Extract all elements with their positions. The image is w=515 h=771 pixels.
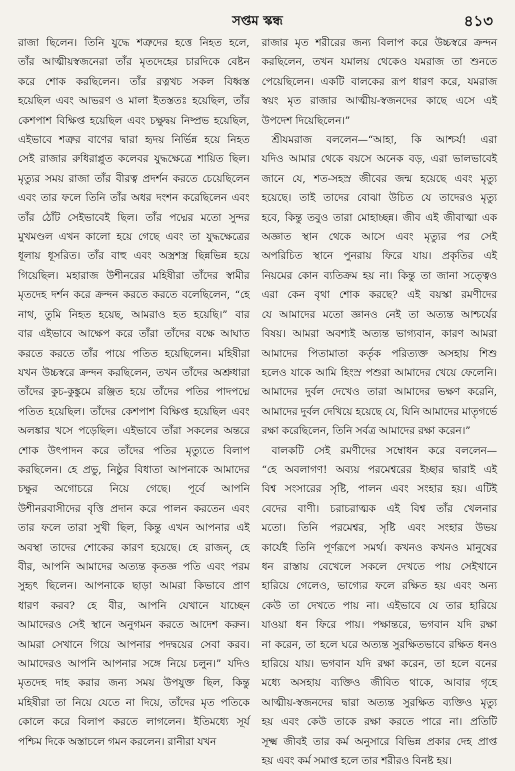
- text-line: ধূলায় ধূসরিত। তাঁর বাহু এবং অস্ত্রশস্ত্র ছিন্নভিন্ন হয়ে: [18, 250, 250, 263]
- text-line: উপদেশ দিয়েছিলেন।”: [261, 114, 351, 127]
- text-line: মৃত্যুর সময় রাজা তাঁর বীরত্ব প্রদর্শন করতে চেয়েছিলেন: [18, 172, 250, 185]
- text-line: সেই রাজার রুধিরাপ্লুত কলেবর যুদ্ধক্ষেত্রে শায়িত ছিল।: [18, 153, 250, 166]
- text-line: মুখমণ্ডল এখন কালো হয়ে গেছে এবং তা যুদ্ধক্ষেত্রের: [18, 231, 250, 244]
- text-line: শ্রীযমরাজ বললেন—“আহা, কি আশ্চর্য! এরা: [271, 134, 497, 147]
- text-line: না করেন, তা হলে ঘরে অত্যন্ত সুরক্ষিতভাবে রক্ষিত ধনও: [261, 638, 497, 651]
- text-line: যে আমাদের মতো জ্ঞানও নেই তা অত্যন্ত আশ্চর্যের: [261, 308, 497, 321]
- text-line: তাঁর আত্মীয়স্বজনেরা তাঁর মৃতদেহের চারদিকে বেষ্টন: [18, 56, 250, 69]
- text-line: স্বয়ং মৃত রাজার আত্মীয়-স্বজনদের কাছে এসে এই: [261, 95, 497, 108]
- text-line: তার ফলে তারা সুখী ছিল, কিন্তু এখন আপনার এই: [18, 522, 250, 535]
- text-line: বেদের বাণী। চরাচরাত্মক এই বিশ্ব তাঁর খেলনার: [261, 502, 497, 515]
- text-line: আমাদের পিতামাতা কর্তৃক পরিত্যক্ত অসহায় শিশু: [261, 347, 497, 360]
- text-line: আমাদের দুর্বল দেখিয়ে হয়েছে যে, যিনি আমাদের মাতৃগর্ভে: [261, 405, 497, 418]
- text-line: মৃতদেহ দাহ করার জন্য সময় উপযুক্ত ছিল, কিন্তু: [18, 677, 250, 690]
- text-line: কার্যেই তিনি পূর্ণরূপে সমর্থ। কখনও কখনও মানুষের: [261, 541, 497, 554]
- right-column: [261, 34, 497, 768]
- text-line: পতিত হয়েছিল। তাঁদের কেশপাশ বিক্ষিপ্ত হয়েছিল এবং: [18, 405, 250, 418]
- text-line: আমাদেরও আপনি আপনার সঙ্গে নিয়ে চলুন।” যদিও: [18, 658, 250, 670]
- text-line: মধ্যে অসহায় ব্যক্তিও জীবিত থাকে, আবার গৃহে: [261, 677, 497, 690]
- text-line: সুহৃৎ ছিলেন। আপনাকে ছাড়া আমরা কিভাবে প্রাণ: [18, 580, 250, 593]
- text-line: ধারণ করব? হে বীর, আপনি যেখানে যাচ্ছেন: [18, 599, 250, 612]
- text-line: কেশপাশ বিক্ষিপ্ত হয়েছিল এবং চক্ষুদ্বয় নিষ্প্রভ হয়েছিল,: [18, 114, 250, 127]
- text-line: এইভাবে শত্রুর বাণের দ্বারা হৃদয় নির্ভিন্ন হয়ে নিহত: [18, 134, 250, 147]
- text-line: “হে অবলাগণ! অব্যয় পরমেশ্বরের ইচ্ছার দ্বারাই এই: [261, 463, 497, 476]
- text-line: হারিয়ে গেলেও, ভাগ্যের ফলে রক্ষিত হয় এবং অন্য: [261, 580, 497, 593]
- text-line: অপরিচিত স্থানে পুনরায় ফিরে যায়। প্রকৃতির এই: [261, 250, 497, 263]
- text-line: যাওয়া ধন ফিরে পায়। পক্ষান্তরে, ভগবান যদি রক্ষা: [261, 619, 497, 632]
- text-columns: [18, 34, 497, 768]
- text-line: উশীনরবাসীদের বৃত্তি প্রদান করে পালন করতেন এবং: [18, 502, 250, 515]
- text-line: কোলে করে বিলাপ করতে লাগলেন। ইতিমধ্যে সূর্য: [18, 716, 250, 729]
- text-line: যদিও আমার থেকে বয়সে অনেক বড়, এরা ভালভাবেই: [261, 153, 497, 166]
- left-column: [18, 34, 250, 748]
- text-line: যখন উচ্চস্বরে ক্রন্দন করছিলেন, তখন তাঁদের অশ্রুধারা: [18, 366, 250, 379]
- text-line: মহিষীরা তা নিয়ে যেতে না দিয়ে, তাঁদের মৃত পতিকে: [18, 696, 250, 709]
- text-line: কেউ তা দেখতে পায় না। এইভাবে যে তার হারিয়ে: [261, 599, 497, 612]
- text-line: আমাদের দুর্বল দেখেও তারা আমাদের ভক্ষণ করেনি,: [261, 386, 497, 399]
- text-line: নাথ, তুমি নিহত হয়েছ, আমরাও হত হয়েছি।” বার: [18, 308, 250, 321]
- text-line: আমরা সেখানে গিয়ে আপনার পদদ্বয়ের সেবা করব।: [18, 638, 250, 651]
- text-line: তাঁদের কুচ-কুঙ্কুমে রঞ্জিত হয়ে তাঁদের পতির পাদপদ্মে: [18, 386, 250, 399]
- text-line: বিশ্ব সংসারের সৃষ্টি, পালন এবং সংহার হয়। এটিই: [261, 483, 497, 496]
- text-line: মৃতদেহ দর্শন করে ক্রন্দন করতে করতে বলেছিলেন, “হে: [18, 289, 250, 302]
- text-line: বার এইভাবে আক্ষেপ করে তাঁরা তাঁদের বক্ষে আঘাত: [18, 328, 250, 341]
- text-line: আত্মীয়-স্বজনদের দ্বারা অত্যন্ত সুরক্ষিত ব্যক্তিও মৃত্যু: [261, 696, 497, 709]
- page-number: ৪১৩: [463, 12, 493, 30]
- text-line: তাঁর ঠোঁট সেইভাবেই ছিল। তাঁর পদ্মের মতো সুন্দর: [18, 211, 250, 224]
- text-line: মতো। তিনি পরমেশ্বর, সৃষ্টি এবং সংহার উভয়: [261, 522, 497, 535]
- text-line: বিষয়। আমরা অবশ্যই অত্যন্ত ভাগ্যবান, কারণ আমরা: [261, 328, 497, 341]
- text-line: হলেও যাকে আমি হিংস্র পশুরা আমাদের খেয়ে ফেলেনি।: [261, 366, 497, 379]
- text-line: হয় এবং কেউ তাকে রক্ষা করতে পারে না। প্রতিটি: [261, 716, 497, 729]
- text-line: অজ্ঞাত স্থান থেকে আসে এবং মৃত্যুর পর সেই: [261, 231, 497, 244]
- text-line: রক্ষা করেছিলেন, তিনি সর্বত্র আমাদের রক্ষা করেন।”: [261, 425, 471, 438]
- text-line: হয়েছে। তাই তাদের বোঝা উচিত যে তাদেরও মৃত্যু: [261, 192, 497, 205]
- text-line: জানে যে, শত-সহস্র জীবের জন্ম হয়েছে এবং মৃত্যু: [261, 172, 497, 185]
- text-line: শোক উৎপাদন করে তাঁদের পতির মৃত্যুতে বিলাপ: [18, 444, 250, 457]
- text-line: পেয়েছিলেন। একটি বালকের রূপ ধারণ করে, যমরাজ: [261, 75, 497, 88]
- text-line: বীর, আপনি আমাদের অত্যন্ত কৃতজ্ঞ পতি এবং পরম: [18, 560, 250, 573]
- text-line: করতে করতে তাঁর পায়ে পতিত হয়েছিলেন। মহিষীরা: [18, 347, 250, 360]
- text-line: চক্ষুর অগোচরে নিয়ে গেছে। পূর্বে আপনি: [18, 483, 250, 496]
- text-line: এরা কেন বৃথা শোক করছে? এই বয়স্কা রমণীদের: [261, 289, 497, 302]
- text-line: বালকটি সেই রমণীদের সম্বোধন করে বললেন—: [271, 444, 497, 457]
- text-line: করে শোক করছিলেন। তাঁর রত্নখচ সকল বিধ্বস্ত: [18, 75, 250, 88]
- text-line: পশ্চিম দিকে অস্তাচলে গমন করলেন। রানীরা যখন: [18, 735, 217, 748]
- text-line: হারিয়ে যায়। ভগবান যদি রক্ষা করেন, তা হলে বনের: [261, 658, 497, 670]
- text-line: করছিলেন, তখন যমালয় থেকেও যমরাজ তা শুনতে: [261, 56, 497, 69]
- text-line: করছিলেন। হে প্রভু, নিষ্ঠুর বিধাতা আপনাকে আমাদের: [18, 463, 250, 476]
- running-title: সপ্তম স্কন্ধ: [232, 14, 283, 29]
- text-line: হয় এবং কর্ম সমাপ্ত হলে তার শরীরও বিনষ্ট হয়।: [261, 755, 452, 768]
- text-line: অলঙ্কার খসে পড়েছিল। এইভাবে তাঁরা সকলের অন্তরে: [18, 425, 250, 438]
- text-line: হয়েছিল এবং আভরণ ও মালা ইতস্ততঃ হয়েছিল, তাঁর: [18, 95, 250, 108]
- text-line: ধন রাস্তায় বেখেলে সকলে দেখতে পায় সেইখানে: [261, 560, 497, 573]
- text-line: হবে, কিন্তু তবুও তারা মোহাচ্ছন্ন। জীব এই জীবাত্মা এক: [261, 211, 497, 224]
- text-line: অবস্থা তাদের শোকের কারণ হয়েছে। হে রাজন্, হে: [18, 541, 250, 554]
- text-line: রাজার মৃত শরীরের জন্য বিলাপ করে উচ্চস্বরে ক্রন্দন: [261, 37, 497, 49]
- text-line: গিয়েছিল। মহারাজ উশীনরের মহিষীরা তাঁদের স্বামীর: [18, 269, 250, 282]
- text-line: এবং তার ফলে তিনি তাঁর অধর দংশন করেছিলেন এবং: [18, 192, 250, 205]
- text-line: আমাদেরও সেই স্থানে অনুগমন করতে আদেশ করুন।: [18, 619, 250, 632]
- text-line: সূক্ষ্ম জীবই তার কর্ম অনুসারে বিভিন্ন প্রকার দেহ প্রাপ্ত: [261, 735, 497, 748]
- page-header: [18, 8, 497, 34]
- text-line: নিয়মের কোন ব্যতিক্রম হয় না। কিন্তু তা জানা সত্ত্বেও: [261, 269, 497, 282]
- text-line: রাজা ছিলেন। তিনি যুদ্ধে শত্রুদের হত্তে নিহত হলে,: [18, 37, 250, 49]
